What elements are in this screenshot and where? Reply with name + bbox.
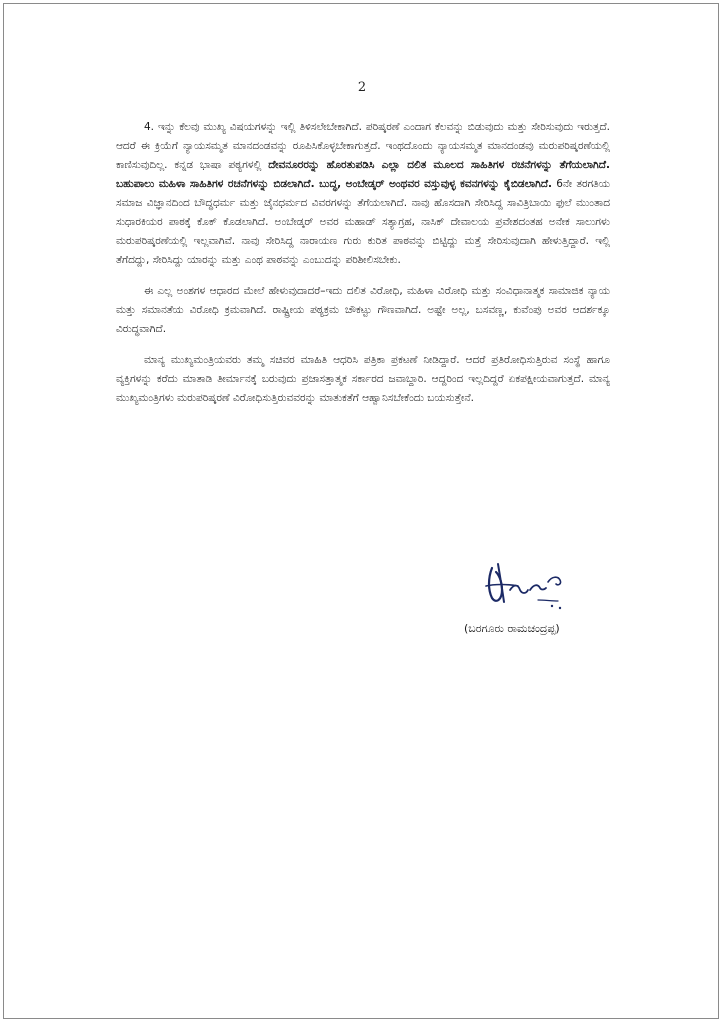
paragraph-1-text-b: 6ನೇ ತರಗತಿಯ ಸಮಾಜ ವಿಜ್ಞಾನದಿಂದ ಬೌದ್ಧಧರ್ಮ ಮತ್ತು ಜೈನಧರ್ಮದ ವಿವರಗಳನ್ನು ತೆಗೆಯಲಾಗಿದೆ. ನಾವು ಹೊಸದಾಗಿ ಸೇರಿಸಿದ್ದ ಸಾವಿತ್ರಿಬಾಯಿ ಫುಲೆ ಮುಂತಾದ ಸುಧಾರಕಿಯರ ಪಾಠಕ್ಕೆ ಕೊಕ್ ಕೊಡಲಾಗಿದೆ. ಅಂಬೇಡ್ಕರ್ ಅವರ ಮಹಾಡ್ ಸತ್ಯಾಗ್ರಹ, ನಾಸಿಕ್ ದೇವಾಲಯ ಪ್ರವೇಶದಂತಹ ಅನೇಕ ಸಾಲುಗಳು ಮರುಪರಿಷ್ಕರಣೆಯಲ್ಲಿ ಇಲ್ಲವಾಗಿವೆ. ನಾವು ಸೇರಿಸಿದ್ದ ನಾರಾಯಣ ಗುರು ಕುರಿತ ಪಾಠವನ್ನು ಬಿಟ್ಟಿದ್ದು ಮತ್ತೆ ಸೇರಿಸುವುದಾಗಿ ಹೇಳುತ್ತಿದ್ದಾರೆ. ಇಲ್ಲಿ ತೆಗೆದದ್ದು, ಸೇರಿಸಿದ್ದು ಯಾರನ್ನು ಮತ್ತು ಎಂಥ ಪಾಠವನ್ನು ಎಂಬುದನ್ನು ಪರಿಶೀಲಿಸಬೇಕು. [116,178,610,266]
paragraph-1-bold-text: ದೇವನೂರರನ್ನು ಹೊರತುಪಡಿಸಿ ಎಲ್ಲಾ ದಲಿತ ಮೂಲದ ಸಾಹಿತಿಗಳ ರಚನೆಗಳನ್ನು ತೆಗೆಯಲಾಗಿದೆ. ಬಹುಪಾಲು ಮಹಿಳಾ ಸಾಹಿತಿಗಳ ರಚನೆಗಳನ್ನು ಬಿಡಲಾಗಿದೆ. ಬುದ್ಧ, ಅಂಬೇಡ್ಕರ್ ಅಂಥವರ ವಸ್ತುವುಳ್ಳ ಕವನಗಳನ್ನು ಕೈಬಿಡಲಾಗಿದೆ. [116,159,610,190]
letter-body [116,118,610,420]
paragraph-2: ಈ ಎಲ್ಲ ಅಂಶಗಳ ಆಧಾರದ ಮೇಲೆ ಹೇಳುವುದಾದರೆ–ಇದು ದಲಿತ ವಿರೋಧಿ, ಮಹಿಳಾ ವಿರೋಧಿ ಮತ್ತು ಸಂವಿಧಾನಾತ್ಮಕ ಸಾಮಾಜಿಕ ನ್ಯಾಯ ಮತ್ತು ಸಮಾನತೆಯ ವಿರೋಧಿ ಕ್ರಮವಾಗಿದೆ. ರಾಷ್ಟ್ರೀಯ ಪಠ್ಯಕ್ರಮ ಚೌಕಟ್ಟು ಗೌಣವಾಗಿದೆ. ಅಷ್ಟೇ ಅಲ್ಲ, ಬಸವಣ್ಣ, ಕುವೆಂಪು ಅವರ ಆದರ್ಶಕ್ಕೂ ವಿರುದ್ಧವಾಗಿದೆ. [116,285,610,335]
paragraph-3: ಮಾನ್ಯ ಮುಖ್ಯಮಂತ್ರಿಯವರು ತಮ್ಮ ಸಚಿವರ ಮಾಹಿತಿ ಆಧರಿಸಿ ಪತ್ರಿಕಾ ಪ್ರಕಟಣೆ ನೀಡಿದ್ದಾರೆ. ಆದರೆ ಪ್ರತಿರೋಧಿಸುತ್ತಿರುವ ಸಂಸ್ಥೆ ಹಾಗೂ ವ್ಯಕ್ತಿಗಳನ್ನು ಕರೆದು ಮಾತಾಡಿ ತೀರ್ಮಾನಕ್ಕೆ ಬರುವುದು ಪ್ರಜಾಸತ್ತಾತ್ಮಕ ಸರ್ಕಾರದ ಜವಾಬ್ದಾರಿ. ಆದ್ದರಿಂದ ಇಲ್ಲದಿದ್ದರೆ ಏಕಪಕ್ಷೀಯವಾಗುತ್ತದೆ. ಮಾನ್ಯ ಮುಖ್ಯಮಂತ್ರಿಗಳು ಮರುಪರಿಷ್ಕರಣೆ ವಿರೋಧಿಸುತ್ತಿರುವವರನ್ನು ಮಾತುಕತೆಗೆ ಆಹ್ವಾನಿಸಬೇಕೆಂದು ಬಯಸುತ್ತೇನೆ. [116,354,610,404]
page-number: 2 [357,80,367,95]
paragraph-1-text-a: 4. ಇನ್ನು ಕೆಲವು ಮುಖ್ಯ ವಿಷಯಗಳನ್ನು ಇಲ್ಲಿ ತಿಳಿಸಲೇಬೇಕಾಗಿದೆ. ಪರಿಷ್ಕರಣೆ ಎಂದಾಗ ಕೆಲವನ್ನು ಬಿಡುವುದು ಮತ್ತು ಸೇರಿಸುವುದು ಇರುತ್ತದೆ. ಆದರೆ ಈ ಕ್ರಿಯೆಗೆ ನ್ಯಾಯಸಮ್ಮತ ಮಾನದಂಡವನ್ನು ರೂಪಿಸಿಕೊಳ್ಳಬೇಕಾಗುತ್ತದೆ. ಇಂಥದೊಂದು ನ್ಯಾಯಸಮ್ಮತ ಮಾನದಂಡವು ಮರುಪರಿಷ್ಕರಣೆಯಲ್ಲಿ ಕಾಣಿಸುವುದಿಲ್ಲ. ಕನ್ನಡ ಭಾಷಾ ಪಠ್ಯಗಳಲ್ಲಿ [116,121,610,171]
handwritten-signature [478,560,598,622]
paragraph-1 [116,118,610,270]
signatory-name: (ಬರಗೂರು ರಾಮಚಂದ್ರಪ್ಪ) [464,622,560,635]
